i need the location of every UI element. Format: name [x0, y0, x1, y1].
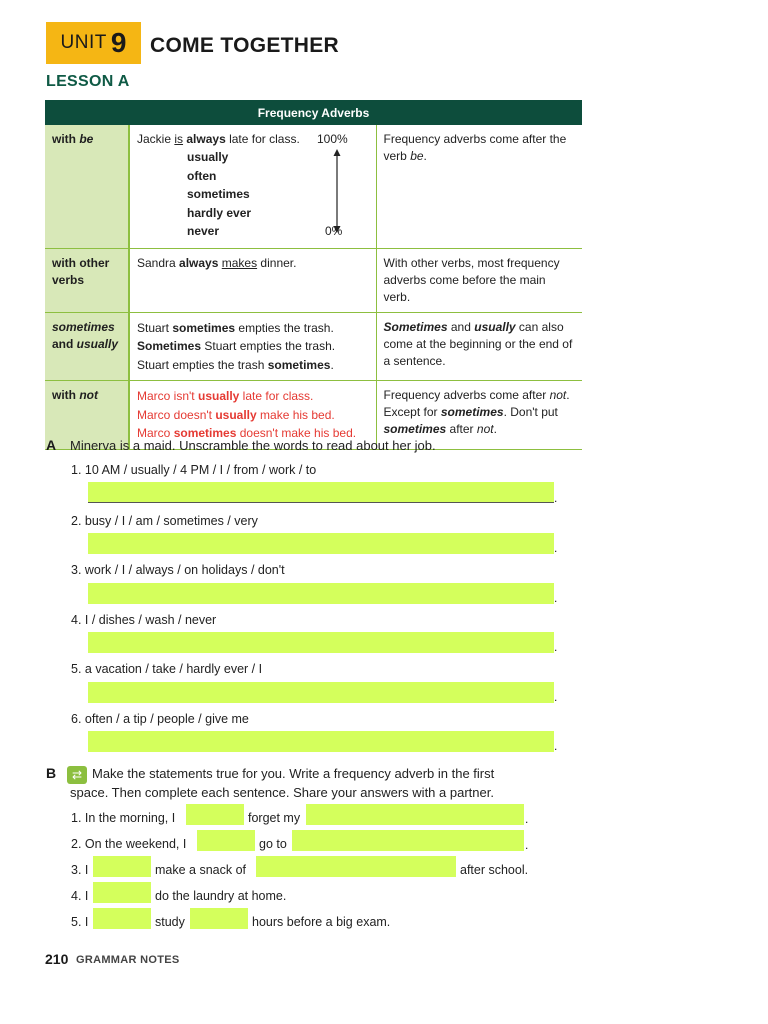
table-row — [45, 312, 582, 381]
row-label: with other verbs — [45, 248, 129, 312]
exercise-text: make a snack of — [155, 863, 247, 877]
answer-field[interactable] — [88, 533, 554, 554]
section-a-letter: A — [46, 437, 57, 453]
period: . — [554, 591, 558, 605]
row-label: sometimes and usually — [45, 312, 129, 381]
unit-badge — [46, 22, 141, 64]
lesson-title: LESSON A — [46, 73, 130, 90]
exercise-item: 3. work / I / always / on holidays / don't — [71, 563, 285, 577]
section-a-instruction: Minerva is a maid. Unscramble the words to read about her job. — [70, 438, 436, 453]
hours-field[interactable] — [190, 908, 248, 929]
double-arrow-icon — [332, 149, 342, 233]
exercise-item: 5. a vacation / take / hardly ever / I — [71, 662, 263, 676]
exercise-item: 5. I — [71, 915, 89, 929]
exercise-text: study — [155, 915, 185, 929]
period: . — [554, 541, 558, 555]
row-note: Sometimes and usually can also come at the beginning or the end of a sentence. — [376, 312, 582, 381]
exercise-item: 4. I / dishes / wash / never — [71, 613, 217, 627]
exercise-item: 4. I — [71, 889, 89, 903]
frequency-adverbs-table — [45, 100, 582, 450]
unit-number: 9 — [110, 27, 127, 58]
adverb-field[interactable] — [186, 804, 244, 825]
adverb-field[interactable] — [93, 882, 151, 903]
exercise-text: after school. — [460, 863, 529, 877]
period: . — [525, 812, 529, 826]
answer-underline — [88, 502, 554, 503]
row-label: with be — [45, 125, 129, 248]
adverb-field[interactable] — [93, 908, 151, 929]
exercise-text: do the laundry at home. — [155, 889, 287, 903]
row-example: Stuart sometimes empties the trash. Sometimes Stuart empties the trash. Stuart empties the trash sometimes. — [129, 312, 376, 381]
exercise-item: 1. 10 AM / usually / 4 PM / I / from / work / to — [71, 463, 317, 477]
row-example — [129, 125, 376, 248]
row-note: Frequency adverbs come after the verb be. — [376, 125, 582, 248]
answer-field[interactable] — [88, 583, 554, 604]
answer-field[interactable] — [306, 804, 524, 825]
frequency-scale: Jackie is always late for class. usually often sometimes hardly ever never 100% 0% — [137, 131, 369, 241]
row-note: With other verbs, most frequency adverbs come before the main verb. — [376, 248, 582, 312]
section-b-letter: B — [46, 765, 57, 781]
unit-title: COME TOGETHER — [150, 34, 340, 57]
answer-field[interactable] — [292, 830, 524, 851]
answer-field[interactable] — [88, 682, 554, 703]
exercise-text: hours before a big exam. — [252, 915, 391, 929]
exercise-item: 2. busy / I / am / sometimes / very — [71, 514, 258, 528]
percent-100: 100% — [317, 132, 348, 146]
pair-work-icon: ⇄ — [67, 766, 87, 784]
footer-label: GRAMMAR NOTES — [76, 954, 180, 966]
row-example: Sandra always makes dinner. — [129, 248, 376, 312]
answer-field[interactable] — [88, 482, 554, 503]
exercise-item: 6. often / a tip / people / give me — [71, 712, 249, 726]
answer-field[interactable] — [256, 856, 456, 877]
scale-list: usually often sometimes hardly ever never — [187, 150, 252, 238]
table-title: Frequency Adverbs — [45, 100, 582, 125]
answer-field[interactable] — [88, 632, 554, 653]
period: . — [554, 739, 558, 753]
section-b-instruction-1: Make the statements true for you. Write a frequency adverb in the first — [92, 766, 495, 781]
unit-word: UNIT — [60, 32, 107, 53]
table-row — [45, 248, 582, 312]
period: . — [554, 491, 558, 505]
row-label: with not — [45, 381, 129, 450]
row-note: Frequency adverbs come after not. Except for sometimes. Don't put sometimes after not. — [376, 381, 582, 450]
exercise-item: 1. In the morning, I — [71, 811, 176, 825]
adverb-field[interactable] — [93, 856, 151, 877]
answer-field[interactable] — [88, 731, 554, 752]
exercise-text: go to — [259, 837, 287, 851]
exercise-item: 3. I — [71, 863, 89, 877]
page-number: 210 — [45, 951, 69, 967]
row-example: Marco isn't usually late for class. Marco doesn't usually make his bed. Marco sometimes doesn't make his bed. — [129, 381, 376, 450]
period: . — [525, 838, 529, 852]
adverb-field[interactable] — [197, 830, 255, 851]
period: . — [554, 640, 558, 654]
table-row — [45, 125, 582, 248]
percent-0: 0% — [325, 224, 343, 238]
period: . — [554, 690, 558, 704]
exercise-item: 2. On the weekend, I — [71, 837, 187, 851]
section-b-instruction-2: space. Then complete each sentence. Share your answers with a partner. — [70, 785, 494, 800]
exercise-text: forget my — [248, 811, 301, 825]
